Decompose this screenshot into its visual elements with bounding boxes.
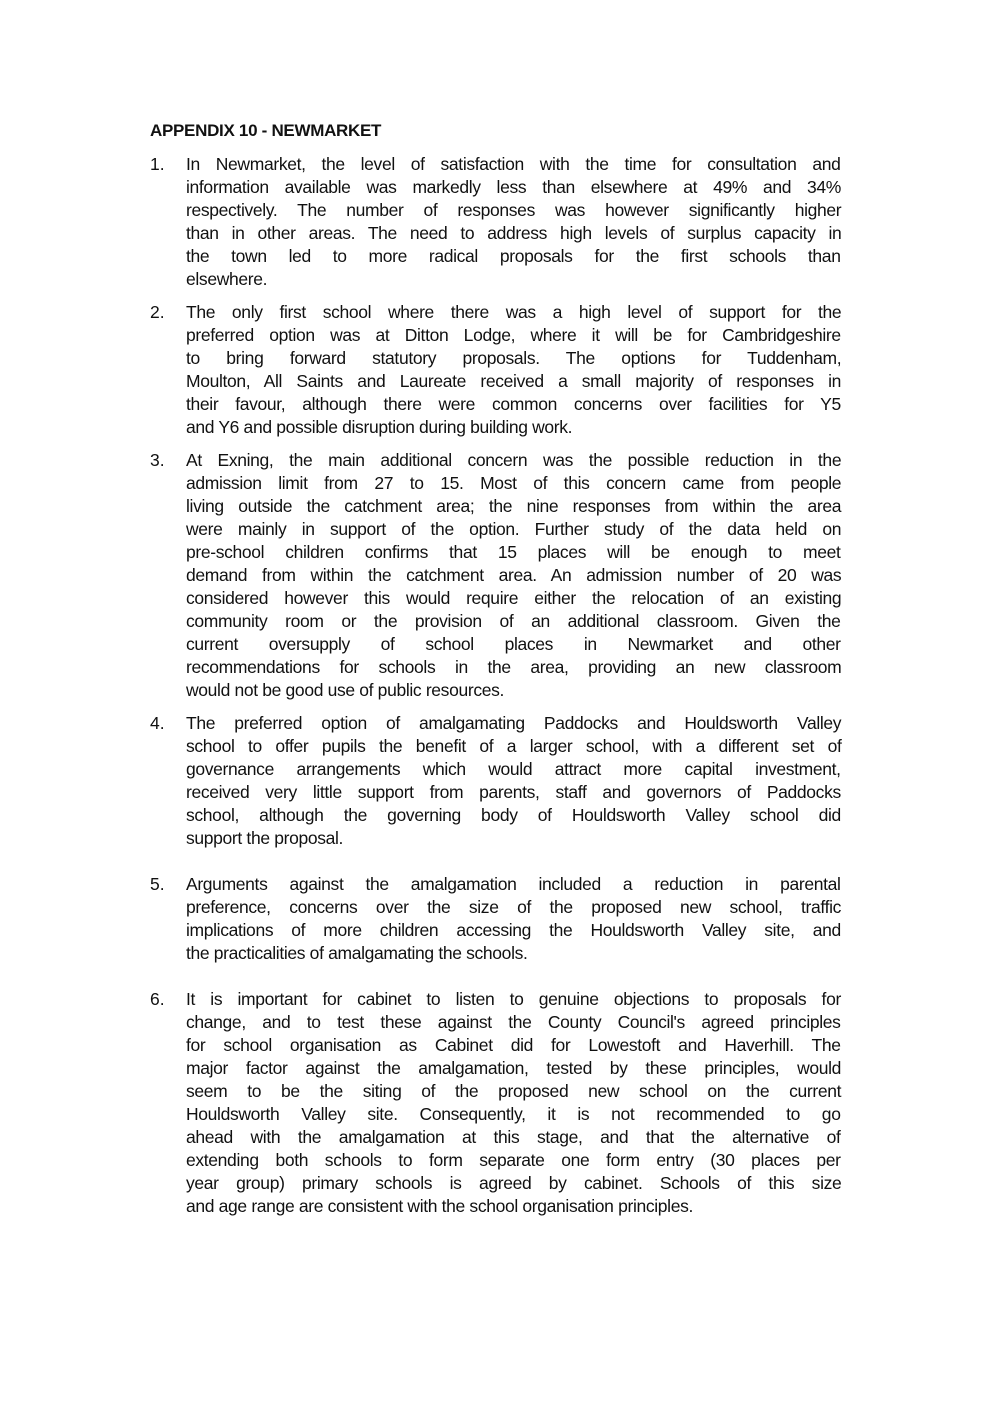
paragraph-number: 6. xyxy=(150,989,165,1009)
text-line: respectively. The number of responses was however significantly higher xyxy=(186,200,842,220)
paragraph-text xyxy=(186,988,841,1218)
text-line: preference, concerns over the size of the proposed new school, traffic xyxy=(186,897,842,917)
text-line: the practicalities of amalgamating the schools. xyxy=(186,943,528,963)
text-line: Moulton, All Saints and Laureate received a small majority of responses in xyxy=(186,371,842,391)
paragraph-text xyxy=(186,712,841,850)
text-line: for school organisation as Cabinet did for Lowestoft and Haverhill. The xyxy=(186,1035,841,1055)
text-line: Arguments against the amalgamation included a reduction in parental xyxy=(186,874,841,894)
appendix-heading: APPENDIX 10 - NEWMARKET xyxy=(150,121,382,140)
text-line: Houldsworth Valley site. Consequently, it is not recommended to go xyxy=(186,1104,841,1124)
text-line: living outside the catchment area; the nine responses from within the area xyxy=(186,496,842,516)
text-line: At Exning, the main additional concern was the possible reduction in the xyxy=(186,450,842,470)
paragraph-number: 5. xyxy=(150,874,165,894)
text-line: demand from within the catchment area. An admission number of 20 was xyxy=(186,565,842,585)
text-line: change, and to test these against the County Council's agreed principles xyxy=(186,1012,841,1032)
paragraph-text xyxy=(186,873,841,965)
text-line: than in other areas. The need to address high levels of surplus capacity in xyxy=(186,223,842,243)
paragraph-number: 2. xyxy=(150,302,165,322)
text-line: seem to be the siting of the proposed new school on the current xyxy=(186,1081,842,1101)
text-line: preferred option was at Ditton Lodge, where it will be for Cambridgeshire xyxy=(186,325,841,345)
text-line: were mainly in support of the option. Further study of the data held on xyxy=(186,519,842,539)
text-line: the town led to more radical proposals for the first schools than xyxy=(186,246,841,266)
text-line: governance arrangements which would attract more capital investment, xyxy=(186,759,841,779)
text-line: considered however this would require either the relocation of an existing xyxy=(186,588,842,608)
paragraph-text xyxy=(186,153,841,291)
text-line: major factor against the amalgamation, tested by these principles, would xyxy=(186,1058,842,1078)
text-line: year group) primary schools is agreed by cabinet. Schools of this size xyxy=(186,1173,842,1193)
paragraph-number: 3. xyxy=(150,450,165,470)
text-line: their favour, although there were common concerns over facilities for Y5 xyxy=(186,394,841,414)
text-line: implications of more children accessing the Houldsworth Valley site, and xyxy=(186,920,841,940)
text-line: admission limit from 27 to 15. Most of this concern came from people xyxy=(186,473,842,493)
text-line: to bring forward statutory proposals. The options for Tuddenham, xyxy=(186,348,842,368)
paragraph-number: 4. xyxy=(150,713,165,733)
text-line: recommendations for schools in the area, providing an new classroom xyxy=(186,657,842,677)
text-line: school to offer pupils the benefit of a larger school, with a different set of xyxy=(186,736,842,756)
text-line: received very little support from parents, staff and governors of Paddocks xyxy=(186,782,841,802)
text-line: The preferred option of amalgamating Paddocks and Houldsworth Valley xyxy=(186,713,842,733)
text-line: elsewhere. xyxy=(186,269,268,289)
text-line: current oversupply of school places in Newmarket and other xyxy=(186,634,841,654)
text-line: information available was markedly less than elsewhere at 49% and 34% xyxy=(186,177,842,197)
text-line: would not be good use of public resources. xyxy=(186,680,505,700)
paragraph-text xyxy=(186,449,841,702)
text-line: extending both schools to form separate one form entry (30 places per xyxy=(186,1150,841,1170)
text-line: support the proposal. xyxy=(186,828,344,848)
text-line: and age range are consistent with the school organisation principles. xyxy=(186,1196,694,1216)
text-line: pre-school children confirms that 15 places will be enough to meet xyxy=(186,542,841,562)
paragraph-text xyxy=(186,301,841,439)
text-line: The only first school where there was a high level of support for the xyxy=(186,302,842,322)
text-line: school, although the governing body of Houldsworth Valley school did xyxy=(186,805,841,825)
text-line: ahead with the amalgamation at this stage, and that the alternative of xyxy=(186,1127,841,1147)
text-line: and Y6 and possible disruption during building work. xyxy=(186,417,573,437)
text-line: In Newmarket, the level of satisfaction with the time for consultation and xyxy=(186,154,841,174)
text-line: It is important for cabinet to listen to genuine objections to proposals for xyxy=(186,989,841,1009)
paragraph-number: 1. xyxy=(150,154,165,174)
text-line: community room or the provision of an additional classroom. Given the xyxy=(186,611,841,631)
